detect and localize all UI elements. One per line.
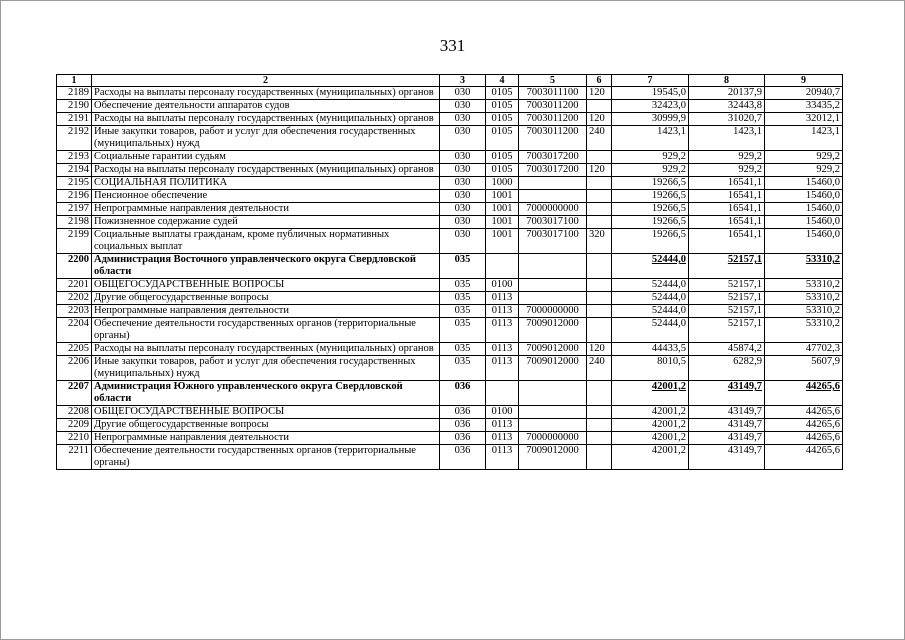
row-name: Иные закупки товаров, работ и услуг для обеспечения государственных (муниципальных) нужд — [92, 356, 440, 381]
row-number: 2207 — [57, 381, 92, 406]
row-value-8: 16541,1 — [689, 190, 765, 203]
row-value-9: 15460,0 — [765, 229, 843, 254]
row-value-9: 44265,6 — [765, 406, 843, 419]
row-value-7: 929,2 — [612, 151, 689, 164]
table-header-row — [57, 75, 843, 87]
row-code-3: 030 — [440, 164, 486, 177]
row-number: 2192 — [57, 126, 92, 151]
row-code-4: 0113 — [486, 292, 519, 305]
row-code-3: 035 — [440, 343, 486, 356]
row-value-7: 19266,5 — [612, 216, 689, 229]
row-number: 2205 — [57, 343, 92, 356]
row-code-6 — [587, 279, 612, 292]
row-code-4: 0113 — [486, 445, 519, 470]
row-name: Социальные гарантии судьям — [92, 151, 440, 164]
row-value-8: 52157,1 — [689, 279, 765, 292]
row-code-6 — [587, 445, 612, 470]
row-name: СОЦИАЛЬНАЯ ПОЛИТИКА — [92, 177, 440, 190]
row-value-9: 15460,0 — [765, 190, 843, 203]
row-number: 2206 — [57, 356, 92, 381]
row-code-4: 0113 — [486, 419, 519, 432]
row-value-8: 32443,8 — [689, 100, 765, 113]
row-code-3: 030 — [440, 100, 486, 113]
table-row — [57, 164, 843, 177]
row-value-7: 19545,0 — [612, 87, 689, 100]
row-name: Пожизненное содержание судей — [92, 216, 440, 229]
row-code-4: 0105 — [486, 151, 519, 164]
row-value-9: 53310,2 — [765, 279, 843, 292]
row-code-6 — [587, 177, 612, 190]
row-code-4: 0105 — [486, 113, 519, 126]
row-code-3: 036 — [440, 445, 486, 470]
table-row — [57, 113, 843, 126]
row-number: 2194 — [57, 164, 92, 177]
row-code-4: 0113 — [486, 318, 519, 343]
table-row — [57, 292, 843, 305]
row-code-6 — [587, 254, 612, 279]
row-code-4: 1001 — [486, 203, 519, 216]
row-value-8: 20137,9 — [689, 87, 765, 100]
row-number: 2209 — [57, 419, 92, 432]
row-code-5: 7003011200 — [519, 113, 587, 126]
row-value-7: 19266,5 — [612, 177, 689, 190]
row-code-6 — [587, 406, 612, 419]
row-code-6 — [587, 318, 612, 343]
row-code-6: 120 — [587, 164, 612, 177]
row-name: Обеспечение деятельности государственных органов (территориальные органы) — [92, 318, 440, 343]
row-value-9: 44265,6 — [765, 432, 843, 445]
table-row — [57, 432, 843, 445]
table-row — [57, 343, 843, 356]
row-code-3: 036 — [440, 406, 486, 419]
row-value-9: 33435,2 — [765, 100, 843, 113]
row-code-6: 240 — [587, 126, 612, 151]
row-number: 2189 — [57, 87, 92, 100]
row-value-9: 44265,6 — [765, 381, 843, 406]
table-row — [57, 406, 843, 419]
row-value-7: 44433,5 — [612, 343, 689, 356]
row-value-9: 53310,2 — [765, 292, 843, 305]
row-code-5: 7003011200 — [519, 100, 587, 113]
row-value-8: 43149,7 — [689, 381, 765, 406]
row-code-6: 240 — [587, 356, 612, 381]
row-value-7: 19266,5 — [612, 190, 689, 203]
row-value-9: 1423,1 — [765, 126, 843, 151]
row-code-6: 120 — [587, 87, 612, 100]
row-value-7: 8010,5 — [612, 356, 689, 381]
table-row — [57, 254, 843, 279]
column-header: 6 — [587, 75, 612, 87]
row-value-9: 15460,0 — [765, 216, 843, 229]
row-number: 2196 — [57, 190, 92, 203]
row-name: ОБЩЕГОСУДАРСТВЕННЫЕ ВОПРОСЫ — [92, 406, 440, 419]
row-value-8: 929,2 — [689, 164, 765, 177]
row-value-9: 47702,3 — [765, 343, 843, 356]
row-value-8: 31020,7 — [689, 113, 765, 126]
row-code-3: 030 — [440, 126, 486, 151]
row-value-7: 1423,1 — [612, 126, 689, 151]
row-name: Обеспечение деятельности аппаратов судов — [92, 100, 440, 113]
row-code-5: 7003011100 — [519, 87, 587, 100]
row-code-6: 120 — [587, 343, 612, 356]
row-code-5 — [519, 279, 587, 292]
column-header: 9 — [765, 75, 843, 87]
row-value-8: 16541,1 — [689, 229, 765, 254]
row-code-3: 036 — [440, 419, 486, 432]
budget-table — [56, 74, 843, 470]
table-row — [57, 87, 843, 100]
row-code-5: 7003017200 — [519, 164, 587, 177]
table-row — [57, 216, 843, 229]
row-value-9: 44265,6 — [765, 419, 843, 432]
row-value-8: 929,2 — [689, 151, 765, 164]
row-value-8: 1423,1 — [689, 126, 765, 151]
row-code-3: 035 — [440, 318, 486, 343]
row-value-7: 42001,2 — [612, 406, 689, 419]
row-name: Другие общегосударственные вопросы — [92, 419, 440, 432]
row-value-7: 52444,0 — [612, 292, 689, 305]
row-value-8: 43149,7 — [689, 445, 765, 470]
row-code-6 — [587, 432, 612, 445]
column-header: 8 — [689, 75, 765, 87]
row-value-8: 52157,1 — [689, 254, 765, 279]
row-number: 2202 — [57, 292, 92, 305]
row-value-8: 52157,1 — [689, 318, 765, 343]
row-number: 2200 — [57, 254, 92, 279]
row-value-7: 42001,2 — [612, 419, 689, 432]
row-value-8: 43149,7 — [689, 406, 765, 419]
column-header: 4 — [486, 75, 519, 87]
row-code-5 — [519, 190, 587, 203]
row-code-5: 7009012000 — [519, 445, 587, 470]
row-code-5: 7003017100 — [519, 216, 587, 229]
row-value-9: 929,2 — [765, 151, 843, 164]
row-name: Непрограммные направления деятельности — [92, 203, 440, 216]
row-code-6 — [587, 305, 612, 318]
row-code-6 — [587, 381, 612, 406]
row-name: Расходы на выплаты персоналу государственных (муниципальных) органов — [92, 343, 440, 356]
table-body — [57, 87, 843, 470]
table-row — [57, 100, 843, 113]
row-code-3: 030 — [440, 87, 486, 100]
row-name: Администрация Восточного управленческого округа Свердловской области — [92, 254, 440, 279]
row-name: Непрограммные направления деятельности — [92, 432, 440, 445]
row-code-4 — [486, 254, 519, 279]
row-code-3: 030 — [440, 177, 486, 190]
table-row — [57, 445, 843, 470]
row-number: 2197 — [57, 203, 92, 216]
row-number: 2210 — [57, 432, 92, 445]
row-name: Социальные выплаты гражданам, кроме публичных нормативных социальных выплат — [92, 229, 440, 254]
row-value-7: 52444,0 — [612, 305, 689, 318]
row-code-4: 0100 — [486, 406, 519, 419]
row-name: Иные закупки товаров, работ и услуг для обеспечения государственных (муниципальных) нужд — [92, 126, 440, 151]
row-number: 2193 — [57, 151, 92, 164]
row-code-4: 0105 — [486, 87, 519, 100]
row-code-3: 035 — [440, 356, 486, 381]
row-code-5: 7009012000 — [519, 318, 587, 343]
row-code-4: 1001 — [486, 229, 519, 254]
row-code-5 — [519, 177, 587, 190]
row-code-4: 1000 — [486, 177, 519, 190]
row-value-8: 16541,1 — [689, 177, 765, 190]
row-code-4: 0113 — [486, 343, 519, 356]
row-value-9: 5607,9 — [765, 356, 843, 381]
row-code-4: 0100 — [486, 279, 519, 292]
row-code-4: 0113 — [486, 432, 519, 445]
row-code-3: 036 — [440, 381, 486, 406]
table-row — [57, 203, 843, 216]
row-code-4: 1001 — [486, 216, 519, 229]
row-number: 2201 — [57, 279, 92, 292]
row-name: Расходы на выплаты персоналу государственных (муниципальных) органов — [92, 113, 440, 126]
row-code-6 — [587, 419, 612, 432]
row-value-7: 52444,0 — [612, 254, 689, 279]
row-name: Расходы на выплаты персоналу государственных (муниципальных) органов — [92, 87, 440, 100]
row-code-3: 030 — [440, 203, 486, 216]
row-code-5: 7000000000 — [519, 203, 587, 216]
row-code-5: 7003017100 — [519, 229, 587, 254]
row-code-5 — [519, 254, 587, 279]
row-value-9: 53310,2 — [765, 318, 843, 343]
row-name: Другие общегосударственные вопросы — [92, 292, 440, 305]
row-code-6 — [587, 216, 612, 229]
row-name: Непрограммные направления деятельности — [92, 305, 440, 318]
row-value-9: 44265,6 — [765, 445, 843, 470]
row-code-6: 320 — [587, 229, 612, 254]
row-code-3: 035 — [440, 305, 486, 318]
row-value-9: 53310,2 — [765, 254, 843, 279]
row-number: 2211 — [57, 445, 92, 470]
row-value-8: 52157,1 — [689, 292, 765, 305]
row-code-4: 0113 — [486, 305, 519, 318]
row-code-4: 0105 — [486, 100, 519, 113]
row-value-7: 19266,5 — [612, 229, 689, 254]
row-value-7: 42001,2 — [612, 445, 689, 470]
row-code-6 — [587, 151, 612, 164]
row-value-7: 42001,2 — [612, 381, 689, 406]
row-number: 2204 — [57, 318, 92, 343]
row-number: 2199 — [57, 229, 92, 254]
row-value-7: 19266,5 — [612, 203, 689, 216]
row-value-8: 52157,1 — [689, 305, 765, 318]
row-value-7: 42001,2 — [612, 432, 689, 445]
row-code-3: 035 — [440, 254, 486, 279]
row-code-6 — [587, 100, 612, 113]
row-code-5: 7000000000 — [519, 432, 587, 445]
row-code-3: 036 — [440, 432, 486, 445]
table-row — [57, 305, 843, 318]
row-code-3: 030 — [440, 229, 486, 254]
row-code-4: 0105 — [486, 164, 519, 177]
table-row — [57, 318, 843, 343]
table-row — [57, 419, 843, 432]
table-row — [57, 229, 843, 254]
column-header: 7 — [612, 75, 689, 87]
row-value-8: 43149,7 — [689, 419, 765, 432]
row-code-5 — [519, 419, 587, 432]
row-value-9: 15460,0 — [765, 203, 843, 216]
row-code-4: 0113 — [486, 356, 519, 381]
row-code-3: 035 — [440, 292, 486, 305]
row-code-6 — [587, 190, 612, 203]
row-code-3: 030 — [440, 113, 486, 126]
row-value-8: 16541,1 — [689, 216, 765, 229]
row-value-7: 30999,9 — [612, 113, 689, 126]
table-row — [57, 381, 843, 406]
row-value-7: 52444,0 — [612, 318, 689, 343]
row-code-5 — [519, 381, 587, 406]
row-value-7: 929,2 — [612, 164, 689, 177]
row-code-5: 7003011200 — [519, 126, 587, 151]
row-code-3: 035 — [440, 279, 486, 292]
table-row — [57, 279, 843, 292]
row-value-7: 52444,0 — [612, 279, 689, 292]
table-row — [57, 126, 843, 151]
row-number: 2208 — [57, 406, 92, 419]
column-header: 3 — [440, 75, 486, 87]
row-code-4: 1001 — [486, 190, 519, 203]
row-code-5: 7009012000 — [519, 343, 587, 356]
row-code-6: 120 — [587, 113, 612, 126]
row-code-3: 030 — [440, 151, 486, 164]
row-number: 2198 — [57, 216, 92, 229]
row-name: Расходы на выплаты персоналу государственных (муниципальных) органов — [92, 164, 440, 177]
table-row — [57, 190, 843, 203]
row-name: Обеспечение деятельности государственных органов (территориальные органы) — [92, 445, 440, 470]
row-name: Пенсионное обеспечение — [92, 190, 440, 203]
row-code-5: 7000000000 — [519, 305, 587, 318]
row-name: Администрация Южного управленческого округа Свердловской области — [92, 381, 440, 406]
row-value-7: 32423,0 — [612, 100, 689, 113]
row-code-5: 7009012000 — [519, 356, 587, 381]
table-row — [57, 356, 843, 381]
row-number: 2195 — [57, 177, 92, 190]
row-value-8: 6282,9 — [689, 356, 765, 381]
row-name: ОБЩЕГОСУДАРСТВЕННЫЕ ВОПРОСЫ — [92, 279, 440, 292]
row-number: 2191 — [57, 113, 92, 126]
row-value-8: 43149,7 — [689, 432, 765, 445]
row-value-8: 16541,1 — [689, 203, 765, 216]
row-value-9: 32012,1 — [765, 113, 843, 126]
table-row — [57, 177, 843, 190]
row-value-9: 929,2 — [765, 164, 843, 177]
column-header: 1 — [57, 75, 92, 87]
table-row — [57, 151, 843, 164]
page-number: 331 — [439, 36, 466, 55]
row-value-9: 20940,7 — [765, 87, 843, 100]
row-number: 2203 — [57, 305, 92, 318]
row-number: 2190 — [57, 100, 92, 113]
row-code-6 — [587, 203, 612, 216]
row-value-9: 53310,2 — [765, 305, 843, 318]
row-code-5 — [519, 292, 587, 305]
row-code-4: 0105 — [486, 126, 519, 151]
row-code-5 — [519, 406, 587, 419]
row-code-5: 7003017200 — [519, 151, 587, 164]
row-code-3: 030 — [440, 216, 486, 229]
row-code-3: 030 — [440, 190, 486, 203]
row-code-6 — [587, 292, 612, 305]
column-header: 2 — [92, 75, 440, 87]
row-value-8: 45874,2 — [689, 343, 765, 356]
row-code-4 — [486, 381, 519, 406]
column-header: 5 — [519, 75, 587, 87]
row-value-9: 15460,0 — [765, 177, 843, 190]
